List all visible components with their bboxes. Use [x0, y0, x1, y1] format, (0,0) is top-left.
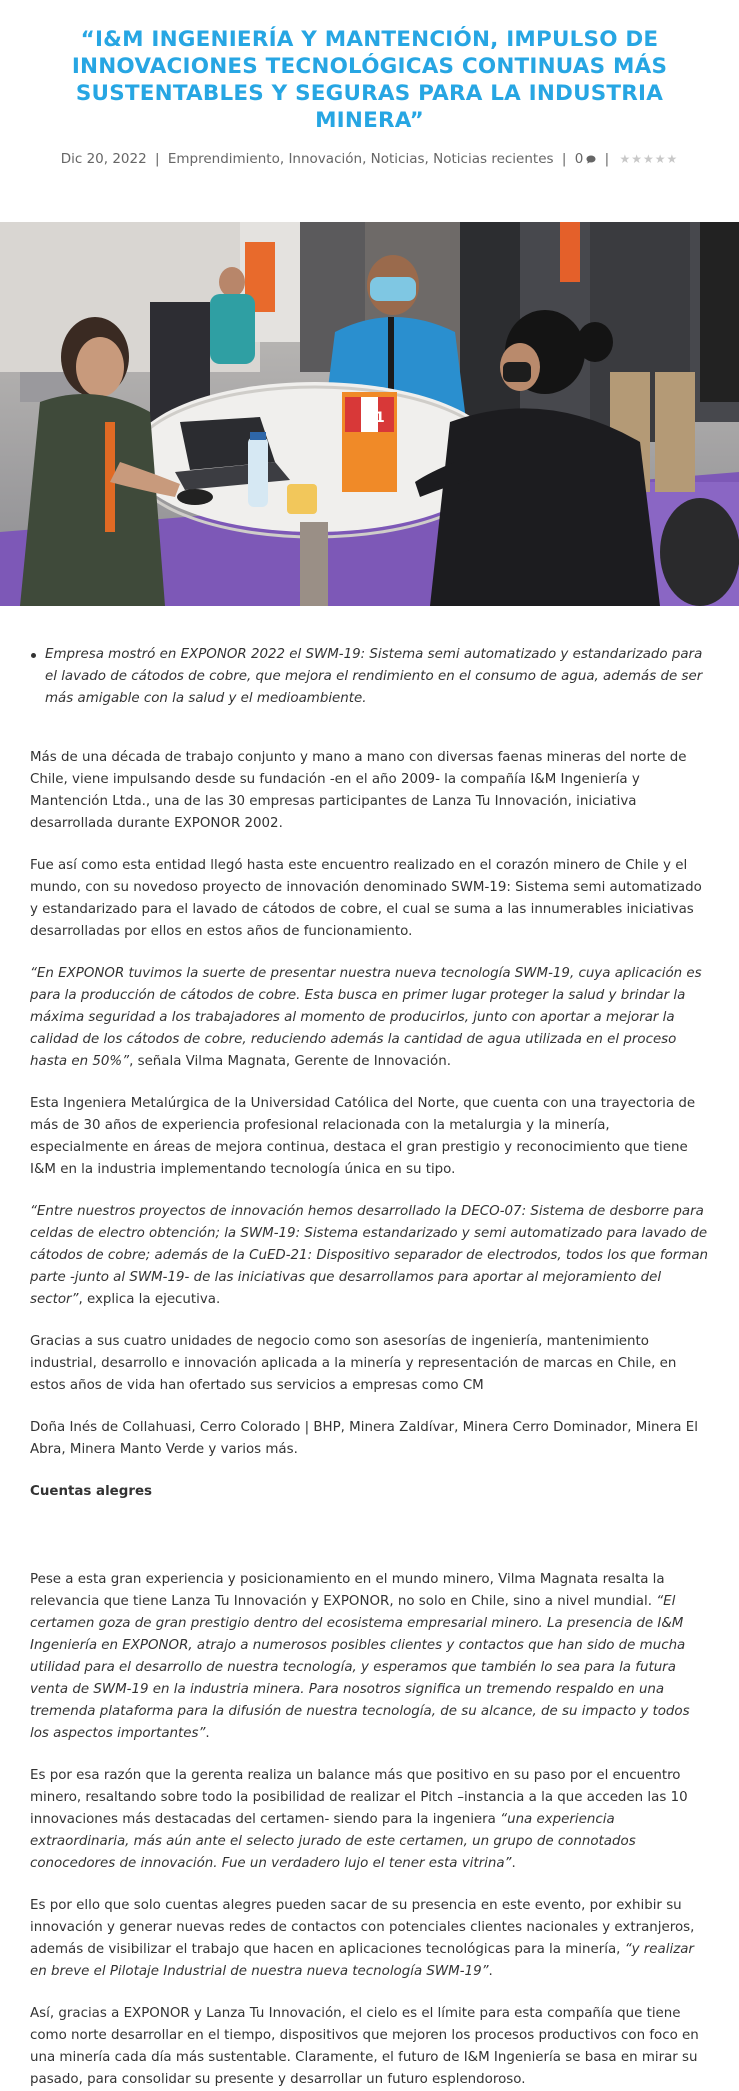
- post-title: “I&M INGENIERÍA Y MANTENCIÓN, IMPULSO DE INNOVACIONES TECNOLÓGICAS CONTINUAS MÁS SUSTENTABLES Y SEGURAS PARA LA INDUSTRIA MINERA”: [71, 27, 668, 133]
- paragraph: Fue así como esta entidad llegó hasta este encuentro realizado en el corazón minero de Chile y el mundo, con su novedoso proyecto de innovación denominado SWM-19: Sistema semi automatizado y estandarizado para el lavado de cátodos de cobre, el cual se suma a las innumerables iniciativas desarrolladas por ellos en estos años de funcionamiento.: [30, 858, 702, 939]
- meta-separator: |: [604, 151, 610, 167]
- rating-stars[interactable]: [619, 150, 678, 168]
- mixed-paragraph: [30, 1569, 709, 1745]
- star-icon: ★: [666, 152, 678, 166]
- quote-text: “El certamen goza de gran prestigio dentro del ecosistema empresarial minero. La presencia de I&M Ingeniería en EXPONOR, atrajo a numerosos posibles clientes y contactos que han sido de mucha utilidad para el desarrollo de nuestra tecnología, y esperamos que también lo sea para la futura venta de SWM-19 en la industria minera. Para nosotros significa un tremendo respaldo en una tremenda plataforma para la difusión de nuestra tecnología, de su alcance, de su impacto y todos los aspectos importantes”: [30, 1594, 690, 1741]
- quote-paragraph: [30, 963, 709, 1073]
- quote-text: “Entre nuestros proyectos de innovación hemos desarrollado la DECO-07: Sistema de desborre para celdas de electro obtención; la SWM-19: Sistema estandarizado y semi automatizado para lavado de cátodos de cobre; además de la CuED-21: Dispositivo separador de electrodos, todos los que forman parte -junto al SWM-19- de las iniciativas que desarrollamos para aportar al mejoramiento del sector”: [30, 1204, 709, 1307]
- post-header: [0, 0, 739, 168]
- mixed-paragraph: [30, 1765, 709, 1875]
- meta-separator: |: [561, 151, 567, 167]
- quote-text: “una experiencia extraordinaria, más aún ante el selecto jurado de este certamen, un grupo de connotados conocedores de innovación. Fue un verdadero lujo el tener esta vitrina”: [30, 1812, 636, 1871]
- post-date: Dic 20, 2022: [60, 151, 147, 167]
- category-link-innovacion[interactable]: Innovación: [288, 151, 363, 167]
- star-icon: ★: [654, 152, 666, 166]
- quote-text: “y realizar en breve el Pilotaje Industrial de nuestra nueva tecnología SWM-19”: [30, 1942, 694, 1979]
- mixed-paragraph: [30, 1895, 709, 1983]
- sign-number: 1: [375, 410, 385, 426]
- lead-text: Es por ello que solo cuentas alegres pueden sacar de su presencia en este evento, por exhibir su innovación y generar nuevas redes de contactos con potenciales clientes nacionales y extranjeros, además de visibilizar el trabajo que hacen en aplicaciones tecnológicas para la minería,: [30, 1898, 695, 1957]
- tail-text: .: [205, 1726, 210, 1741]
- comment-bubble-icon: [586, 155, 596, 164]
- lead-text: Pese a esta gran experiencia y posicionamiento en el mundo minero, Vilma Magnata resalta la relevancia que tiene Lanza Tu Innovación y EXPONOR, no solo en Chile, sino a nivel mundial.: [30, 1572, 665, 1609]
- paragraph: Doña Inés de Collahuasi, Cerro Colorado | BHP, Minera Zaldívar, Minera Cerro Dominador, Minera El Abra, Minera Manto Verde y varios más.: [30, 1420, 698, 1457]
- section-heading: Cuentas alegres: [30, 1484, 152, 1499]
- lead-text: Es por esa razón que la gerenta realiza un balance más que positivo en su paso por el encuentro minero, resaltando sobre todo la posibilidad de realizar el Pitch –instancia a la que acceden las 10 innovaciones más destacadas del certamen- siendo para la ingeniera: [30, 1768, 688, 1827]
- hero-photo: [0, 222, 739, 606]
- comments-link[interactable]: [575, 151, 597, 167]
- category-link-noticias-recientes[interactable]: Noticias recientes: [433, 151, 554, 167]
- post-meta: Dic 20, 2022 | Emprendimiento, Innovación, Noticias, Noticias recientes | 0 | ★★★★★: [60, 151, 678, 167]
- meta-separator: |: [154, 151, 160, 167]
- post-content: [0, 644, 739, 2091]
- tail-text: .: [488, 1964, 493, 1979]
- hero-photo-illustration: [0, 222, 739, 606]
- summary-list: [30, 644, 709, 710]
- paragraph: Esta Ingeniera Metalúrgica de la Universidad Católica del Norte, que cuenta con una trayectoria de más de 30 años de experiencia profesional relacionada con la metalurgia y la minería, especialmente en áreas de mejora continua, destaca el gran prestigio y reconocimiento que tiene I&M en la industria implementando tecnología única en su tipo.: [30, 1096, 696, 1177]
- paragraph: Así, gracias a EXPONOR y Lanza Tu Innovación, el cielo es el límite para esta compañía que tiene como norte desarrollar en el tiempo, dispositivos que mejoren los procesos productivos con foco en una minería cada día más sustentable. Claramente, el futuro de I&M Ingeniería se basa en mirar su pasado, para consolidar su presente y desarrollar un futuro esplendoroso.: [30, 2006, 699, 2087]
- quote-text: “En EXPONOR tuvimos la suerte de presentar nuestra nueva tecnología SWM-19, cuya aplicación es para la producción de cátodos de cobre. Esta busca en primer lugar proteger la salud y brindar la máxima seguridad a los trabajadores al momento de producirlos, junto con aportar a mejorar la calidad de los cátodos de cobre, reduciendo además la cantidad de agua utilizada en el proceso hasta en 50%”: [30, 966, 702, 1069]
- category-link-noticias[interactable]: Noticias: [370, 151, 425, 167]
- category-link-emprendimiento[interactable]: Emprendimiento: [167, 151, 280, 167]
- star-icon: ★: [619, 152, 631, 166]
- attribution-text: , explica la ejecutiva.: [78, 1292, 221, 1307]
- attribution-text: , señala Vilma Magnata, Gerente de Innovación.: [129, 1054, 451, 1069]
- paragraph: Gracias a sus cuatro unidades de negocio como son asesorías de ingeniería, mantenimiento industrial, desarrollo e innovación aplicada a la minería y representación de marcas en Chile, en estos años de vida han ofertado sus servicios a empresas como CM: [30, 1334, 677, 1393]
- tail-text: .: [511, 1856, 516, 1871]
- quote-paragraph: [30, 1201, 709, 1311]
- star-icon: ★: [631, 152, 642, 166]
- comment-count: 0: [574, 151, 584, 167]
- star-icon: ★: [642, 152, 654, 166]
- paragraph: Más de una década de trabajo conjunto y mano a mano con diversas faenas mineras del norte de Chile, viene impulsando desde su fundación -en el año 2009- la compañía I&M Ingeniería y Mantención Ltda., una de las 30 empresas participantes de Lanza Tu Innovación, iniciativa desarrollada durante EXPONOR 2002.: [30, 750, 687, 831]
- summary-bullet: Empresa mostró en EXPONOR 2022 el SWM-19: Sistema semi automatizado y estandarizado para el lavado de cátodos de cobre, que mejora el rendimiento en el consumo de agua, además de ser más amigable con la salud y el medioambiente.: [45, 644, 709, 710]
